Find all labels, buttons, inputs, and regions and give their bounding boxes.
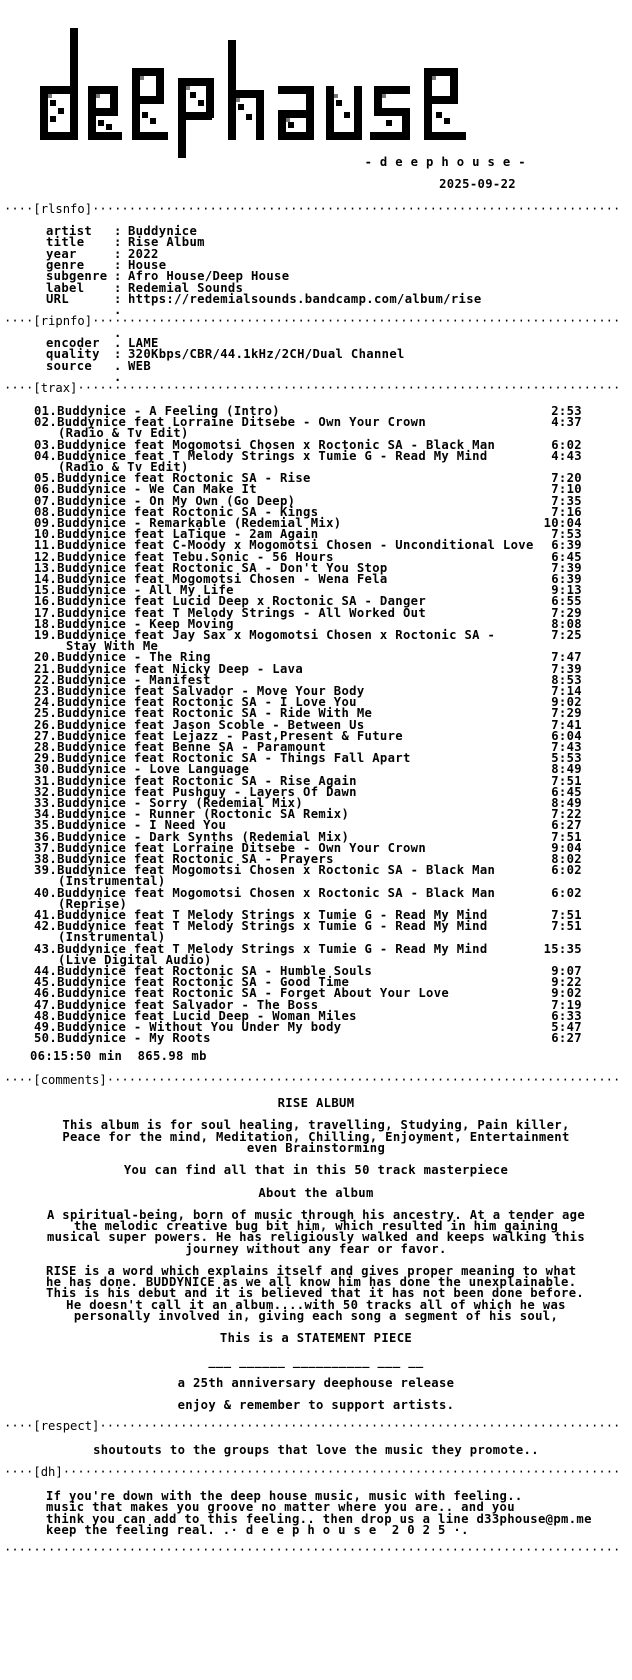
rip-colon: . <box>114 336 122 350</box>
comment-line: This is his debut and it is believed that it has not been done before. <box>46 1286 585 1301</box>
track-time: 7:29 <box>551 605 582 620</box>
comment-line: a 25th anniversary deephouse release <box>177 1376 455 1390</box>
track-title-continued: (Radio & Tv Edit) <box>58 460 189 474</box>
track-dot: . <box>49 941 58 956</box>
track-number: 15 <box>34 583 50 598</box>
separator-dots: ···· <box>4 202 34 216</box>
track-dot: . <box>49 728 58 743</box>
track-title: Buddynice feat Lucid Deep x Roctonic SA - Danger <box>57 594 427 609</box>
track-title: Buddynice feat T Melody Strings x Tumie G - Read My Mind <box>57 941 488 956</box>
rip-colon: . <box>114 358 122 373</box>
track-title: Buddynice - We Can Make It <box>57 482 257 497</box>
info-dot: . <box>114 303 122 318</box>
track-number: 38 <box>34 852 50 866</box>
track-dot: . <box>49 415 58 430</box>
track-time: 8:02 <box>551 852 582 866</box>
track-time: 7:51 <box>551 919 582 934</box>
info-colon: : <box>114 235 122 250</box>
track-dot: . <box>49 885 58 900</box>
track-time: 7:39 <box>551 661 582 676</box>
info-colon: : <box>114 280 122 295</box>
track-dot: . <box>49 986 58 1001</box>
comment-line: journey without any fear or favor. <box>185 1241 447 1256</box>
info-key: genre <box>46 257 85 272</box>
comment-line: ___ ______ __________ ___ __ <box>208 1353 424 1368</box>
track-dot: . <box>49 964 58 978</box>
track-dot: . <box>49 538 58 553</box>
track-title-continued: (Reprise) <box>58 896 128 911</box>
track-number: 10 <box>34 527 50 542</box>
track-dot: . <box>49 852 58 866</box>
comment-line: About the album <box>258 1185 374 1200</box>
track-time: 7:47 <box>551 650 582 665</box>
track-title-continued: (Live Digital Audio) <box>58 952 212 967</box>
track-title: Buddynice feat Roctonic SA - Forget About Your Love <box>57 986 450 1001</box>
track-title: Buddynice feat Lorraine Ditsebe - Own Your Crown <box>57 840 427 855</box>
track-number: 44 <box>34 964 50 978</box>
track-time: 6:02 <box>551 437 582 452</box>
track-dot: . <box>49 863 58 878</box>
track-number: 45 <box>34 975 50 990</box>
info-value: 2022 <box>128 246 159 261</box>
track-title: Buddynice - Love Language <box>57 762 250 777</box>
track-dot: . <box>49 482 58 497</box>
info-value: House <box>128 257 167 272</box>
track-time: 7:19 <box>551 997 582 1012</box>
track-number: 33 <box>34 796 50 810</box>
deephouse-logo <box>40 28 530 158</box>
comment-line: musical super powers. He has religiously walked and keeps walking this <box>46 1230 586 1245</box>
track-dot: . <box>49 448 58 463</box>
track-number: 06 <box>34 482 50 497</box>
track-number: 24 <box>34 695 50 710</box>
separator-dots: ············································································ <box>62 1465 621 1479</box>
track-time: 10:04 <box>543 516 582 530</box>
separator-dots: ···· <box>4 1419 34 1433</box>
track-dot: . <box>49 1031 58 1046</box>
track-dot: . <box>49 796 58 810</box>
track-title: Buddynice feat T Melody Strings - All Worked Out <box>57 605 427 620</box>
track-number: 50 <box>34 1031 50 1046</box>
track-title: Buddynice feat Jason Scoble - Between Us <box>57 717 365 732</box>
track-number: 09 <box>34 516 50 530</box>
comment-line: enjoy & remember to support artists. <box>177 1398 455 1413</box>
info-value: Redemial Sounds <box>128 280 244 295</box>
track-title: Buddynice - Manifest <box>57 672 211 687</box>
track-dot: . <box>49 560 58 575</box>
section-label-comments: [comments] <box>33 1073 107 1087</box>
track-time: 4:43 <box>551 448 582 463</box>
track-dot: . <box>49 516 58 530</box>
track-number: 49 <box>34 1020 50 1034</box>
separator-dots: ···· <box>4 314 34 328</box>
track-time: 7:35 <box>551 493 582 508</box>
track-dot: . <box>49 672 58 687</box>
track-number: 20 <box>34 650 50 665</box>
track-title-continued: (Instrumental) <box>58 930 166 945</box>
track-title: Buddynice feat Lorraine Ditsebe - Own Your Crown <box>57 415 427 430</box>
track-number: 46 <box>34 986 50 1001</box>
track-time: 7:29 <box>551 706 582 721</box>
rip-key: quality <box>46 347 100 362</box>
track-time: 6:55 <box>551 594 582 609</box>
separator-dots: ········································································ <box>92 202 621 216</box>
track-time: 6:04 <box>551 728 582 743</box>
track-dot: . <box>49 740 58 754</box>
track-dot: . <box>49 751 58 766</box>
info-colon: : <box>114 257 122 272</box>
track-title: Buddynice feat Roctonic SA - Things Fall Apart <box>57 751 411 766</box>
section-label-ripnfo: [ripnfo] <box>33 314 93 328</box>
track-number: 48 <box>34 1008 50 1023</box>
section-label-dh: [dh] <box>33 1465 63 1479</box>
track-number: 43 <box>34 941 50 956</box>
track-dot: . <box>49 695 58 710</box>
track-number: 22 <box>34 672 50 687</box>
track-number: 05 <box>34 471 50 486</box>
track-dot: . <box>49 572 58 586</box>
track-title: Buddynice feat Roctonic SA - Rise Again <box>57 773 357 788</box>
track-dot: . <box>49 549 58 564</box>
track-time: 7:25 <box>551 628 582 642</box>
comment-line: RISE is a word which explains itself and gives proper meaning to what <box>46 1264 577 1278</box>
track-dot: . <box>49 717 58 732</box>
info-key: year <box>46 246 77 261</box>
track-time: 9:02 <box>551 986 582 1001</box>
info-value: Rise Album <box>128 235 205 250</box>
track-title: Buddynice - Sorry (Redemial Mix) <box>57 796 304 810</box>
info-key: URL <box>46 291 70 306</box>
track-time: 5:47 <box>551 1020 582 1034</box>
track-number: 29 <box>34 751 50 766</box>
track-number: 13 <box>34 560 50 575</box>
track-title: Buddynice feat Roctonic SA - I Love You <box>57 695 357 710</box>
track-title: Buddynice feat Nicky Deep - Lava <box>57 661 304 676</box>
track-time: 5:53 <box>551 751 582 766</box>
track-dot: . <box>49 762 58 777</box>
separator-dots: ·········································································· <box>77 381 621 395</box>
track-number: 11 <box>34 538 50 553</box>
comment-line: even Brainstorming <box>246 1140 386 1155</box>
track-time: 7:39 <box>551 560 582 575</box>
info-value: https://redemialsounds.bandcamp.com/album/rise <box>128 291 482 306</box>
separator-dots: ···· <box>4 1073 34 1087</box>
comment-line: A spiritual-being, born of music through his ancestry. At a tender age <box>46 1208 586 1222</box>
track-title: Buddynice - On My Own (Go Deep) <box>57 493 296 508</box>
track-title: Buddynice feat Roctonic SA - Humble Souls <box>57 964 373 978</box>
section-label-rlsnfo: [rlsnfo] <box>33 202 93 216</box>
track-title: Buddynice feat Mogomotsi Chosen x Roctonic SA - Black Man <box>57 885 496 900</box>
track-time: 9:22 <box>551 975 582 990</box>
track-title: Buddynice - All My Life <box>57 583 234 598</box>
track-time: 9:02 <box>551 695 582 710</box>
dh-line: music that makes you groove no matter where you are.. and you <box>46 1500 515 1515</box>
track-dot: . <box>49 840 58 855</box>
track-title: Buddynice feat Roctonic SA - Kings <box>57 504 319 519</box>
comment-line: he has done. BUDDYNICE as we all know him has done the unexplainable. <box>46 1275 577 1290</box>
track-time: 6:45 <box>551 784 582 799</box>
track-title: Buddynice - Remarkable (Redemial Mix) <box>57 516 342 530</box>
track-dot: . <box>49 527 58 542</box>
separator-dots: ······································································ <box>106 1073 621 1087</box>
track-number: 17 <box>34 605 50 620</box>
track-title: Buddynice feat Roctonic SA - Good Time <box>57 975 350 990</box>
track-dot: . <box>49 583 58 598</box>
rip-colon: : <box>114 347 122 362</box>
track-dot: . <box>49 997 58 1012</box>
track-title: Buddynice feat LaTique - 2am Again <box>57 527 319 542</box>
track-title-continued: (Instrumental) <box>58 874 166 889</box>
track-number: 23 <box>34 684 50 698</box>
track-time: 6:33 <box>551 1008 582 1023</box>
track-time: 7:20 <box>551 471 582 486</box>
track-dot: . <box>49 773 58 788</box>
section-separator-ripnfo <box>4 315 620 327</box>
track-title: Buddynice feat Roctonic SA - Don't You Stop <box>57 560 388 575</box>
separator-dots: ···· <box>4 381 34 395</box>
info-dot: . <box>114 369 122 384</box>
track-number: 25 <box>34 706 50 721</box>
track-time: 7:51 <box>551 908 582 922</box>
track-time: 7:10 <box>551 482 582 497</box>
track-time: 8:49 <box>551 762 582 777</box>
track-number: 32 <box>34 784 50 799</box>
section-separator-dh <box>4 1466 620 1478</box>
info-dot: . <box>114 326 122 340</box>
track-dot: . <box>49 594 58 609</box>
comment-line: This is a STATEMENT PIECE <box>219 1331 413 1346</box>
track-number: 16 <box>34 594 50 609</box>
track-dot: . <box>49 908 58 922</box>
track-title: Buddynice feat Roctonic SA - Ride With Me <box>57 706 373 721</box>
info-colon: : <box>114 246 122 261</box>
track-title: Buddynice feat Benne SA - Paramount <box>57 740 327 754</box>
track-title: Buddynice - Keep Moving <box>57 616 234 631</box>
track-time: 15:35 <box>543 941 582 956</box>
track-number: 02 <box>34 415 50 430</box>
track-number: 30 <box>34 762 50 777</box>
dh-line: think you can add to this feeling.. then drop us a line d33phouse@pm.me <box>46 1511 592 1526</box>
comment-line: He doesn't call it an album....with 50 tracks all of which he was <box>66 1297 566 1312</box>
info-key: artist <box>46 224 93 238</box>
track-time: 7:51 <box>551 773 582 788</box>
track-time: 7:43 <box>551 740 582 754</box>
track-time: 8:53 <box>551 672 582 687</box>
track-dot: . <box>49 605 58 620</box>
separator-dots: ········································································ <box>92 314 621 328</box>
track-title: Buddynice - A Feeling (Intro) <box>57 404 280 418</box>
info-key: subgenre <box>46 269 108 284</box>
track-dot: . <box>49 829 58 844</box>
track-number: 07 <box>34 493 50 508</box>
track-number: 40 <box>34 885 50 900</box>
track-title: Buddynice feat Salvador - The Boss <box>57 997 319 1012</box>
info-colon: : <box>114 269 122 284</box>
track-number: 28 <box>34 740 50 754</box>
track-time: 6:45 <box>551 549 582 564</box>
track-number: 39 <box>34 863 50 878</box>
track-title: Buddynice feat Roctonic SA - Prayers <box>57 852 334 866</box>
track-time: 6:39 <box>551 538 582 553</box>
track-number: 21 <box>34 661 50 676</box>
track-time: 7:16 <box>551 504 582 519</box>
track-time: 8:49 <box>551 796 582 810</box>
track-number: 12 <box>34 549 50 564</box>
track-number: 41 <box>34 908 50 922</box>
track-dot: . <box>49 706 58 721</box>
info-colon: : <box>114 224 122 238</box>
section-separator-trax <box>4 382 620 394</box>
track-dot: . <box>49 975 58 990</box>
track-time: 6:27 <box>551 1031 582 1046</box>
track-number: 34 <box>34 807 50 822</box>
track-dot: . <box>49 684 58 698</box>
track-time: 6:02 <box>551 885 582 900</box>
info-key: label <box>46 280 85 295</box>
track-dot: . <box>49 471 58 486</box>
track-title: Buddynice - The Ring <box>57 650 211 665</box>
track-dot: . <box>49 650 58 665</box>
track-dot: . <box>49 628 58 642</box>
comment-line: personally involved in, giving each song a segment of his soul, <box>73 1308 559 1323</box>
track-time: 2:53 <box>551 404 582 418</box>
rip-value: 320Kbps/CBR/44.1kHz/2CH/Dual Channel <box>128 347 405 362</box>
separator-dots: ······································································· <box>99 1419 621 1433</box>
track-dot: . <box>49 661 58 676</box>
info-value: Afro House/Deep House <box>128 269 290 284</box>
track-number: 19 <box>34 628 50 642</box>
track-title: Buddynice - My Roots <box>57 1031 211 1046</box>
info-key: title <box>46 235 85 250</box>
comment-line: Peace for the mind, Meditation, Chilling, Enjoyment, Entertainment <box>62 1129 570 1144</box>
track-title: Buddynice feat Jay Sax x Mogomotsi Chosen x Roctonic SA - <box>57 628 496 642</box>
track-title: Buddynice feat Pushguy - Layers Of Dawn <box>57 784 357 799</box>
track-title: Buddynice feat Lucid Deep - Woman Miles <box>57 1008 357 1023</box>
track-row <box>34 1032 211 1044</box>
track-number: 42 <box>34 919 50 934</box>
section-separator-respect <box>4 1420 620 1432</box>
tracks-totals: 06:15:50 min 865.98 mb <box>30 1049 207 1064</box>
track-time: 6:02 <box>551 863 582 878</box>
track-number: 26 <box>34 717 50 732</box>
section-label-trax: [trax] <box>33 381 78 395</box>
track-title: Buddynice - Without You Under My body <box>57 1020 342 1034</box>
track-title: Buddynice - I Need You <box>57 818 227 833</box>
track-time: 7:51 <box>551 829 582 844</box>
track-dot: . <box>49 1020 58 1034</box>
track-title: Buddynice - Runner (Roctonic SA Remix) <box>57 807 350 822</box>
track-title: Buddynice feat T Melody Strings x Tumie G - Read My Mind <box>57 448 488 463</box>
comment-line: RISE ALBUM <box>277 1096 355 1110</box>
rip-value: LAME <box>128 336 159 350</box>
track-dot: . <box>49 818 58 833</box>
track-number: 08 <box>34 504 50 519</box>
track-number: 14 <box>34 572 50 586</box>
track-title: Buddynice feat Salvador - Move Your Body <box>57 684 365 698</box>
track-time: 9:04 <box>551 840 582 855</box>
track-time: 7:22 <box>551 807 582 822</box>
track-title: Buddynice feat T Melody Strings x Tumie G - Read My Mind <box>57 908 488 922</box>
track-title: Buddynice feat T Melody Strings x Tumie G - Read My Mind <box>57 919 488 934</box>
track-time: 7:14 <box>551 684 582 698</box>
track-title: Buddynice feat Tebu.Sonic - 56 Hours <box>57 549 334 564</box>
dh-line: If you're down with the deep house music, music with feeling.. <box>46 1489 523 1503</box>
track-dot: . <box>49 919 58 934</box>
info-colon: : <box>114 291 122 306</box>
comment-line: You can find all that in this 50 track masterpiece <box>123 1163 509 1178</box>
track-number: 27 <box>34 728 50 743</box>
separator-dots: ···· <box>4 1465 34 1479</box>
footer-separator: ···················································································· <box>4 1543 621 1557</box>
rip-value: WEB <box>128 358 152 373</box>
track-number: 37 <box>34 840 50 855</box>
track-dot: . <box>49 807 58 822</box>
track-number: 03 <box>34 437 50 452</box>
track-number: 47 <box>34 997 50 1012</box>
track-dot: . <box>49 784 58 799</box>
section-separator-rlsnfo <box>4 203 620 215</box>
comment-line: This album is for soul healing, travelling, Studying, Pain killer, <box>62 1118 570 1133</box>
track-title: Buddynice feat Mogomotsi Chosen x Roctonic SA - Black Man <box>57 863 496 878</box>
track-number: 04 <box>34 448 50 463</box>
section-separator-comments <box>4 1074 620 1086</box>
track-number: 31 <box>34 773 50 788</box>
track-time: 9:13 <box>551 583 582 598</box>
track-title: Buddynice feat Mogomotsi Chosen x Roctonic SA - Black Man <box>57 437 496 452</box>
track-time: 6:39 <box>551 572 582 586</box>
dh-line: keep the feeling real. .· d e e p h o u s e 2 0 2 5 ·. <box>46 1522 469 1537</box>
logo-tagline: - d e e p h o u s e - <box>364 155 526 169</box>
section-label-respect: [respect] <box>33 1419 100 1433</box>
track-dot: . <box>49 504 58 519</box>
track-dot: . <box>49 404 58 418</box>
track-dot: . <box>49 493 58 508</box>
track-number: 35 <box>34 818 50 833</box>
track-number: 01 <box>34 404 50 418</box>
track-dot: . <box>49 437 58 452</box>
track-title: Buddynice feat Mogomotsi Chosen - Wena Fela <box>57 572 388 586</box>
track-title-continued: Stay With Me <box>66 639 159 654</box>
comment-line: the melodic creative bug bit him, which resulted in him gaining <box>73 1219 559 1234</box>
release-date: 2025-09-22 <box>439 177 516 191</box>
track-title: Buddynice feat Roctonic SA - Rise <box>57 471 311 486</box>
respect-text: shoutouts to the groups that love the music they promote.. <box>93 1443 539 1457</box>
track-dot: . <box>49 1008 58 1023</box>
track-time: 7:41 <box>551 717 582 732</box>
track-time: 8:08 <box>551 616 582 631</box>
track-time: 7:53 <box>551 527 582 542</box>
track-title: Buddynice - Dark Synths (Redemial Mix) <box>57 829 350 844</box>
track-title: Buddynice feat C-Moody x Mogomotsi Chosen - Unconditional Love <box>57 538 534 553</box>
info-value: Buddynice <box>128 224 198 238</box>
track-title: Buddynice feat Lejazz - Past,Present & Future <box>57 728 403 743</box>
track-number: 18 <box>34 616 50 631</box>
track-time: 6:27 <box>551 818 582 833</box>
rip-key: source <box>46 358 93 373</box>
track-number: 36 <box>34 829 50 844</box>
rip-key: encoder <box>46 336 100 350</box>
track-time: 9:07 <box>551 964 582 978</box>
track-title-continued: (Radio & Tv Edit) <box>58 426 189 441</box>
track-dot: . <box>49 616 58 631</box>
track-time: 4:37 <box>551 415 582 430</box>
